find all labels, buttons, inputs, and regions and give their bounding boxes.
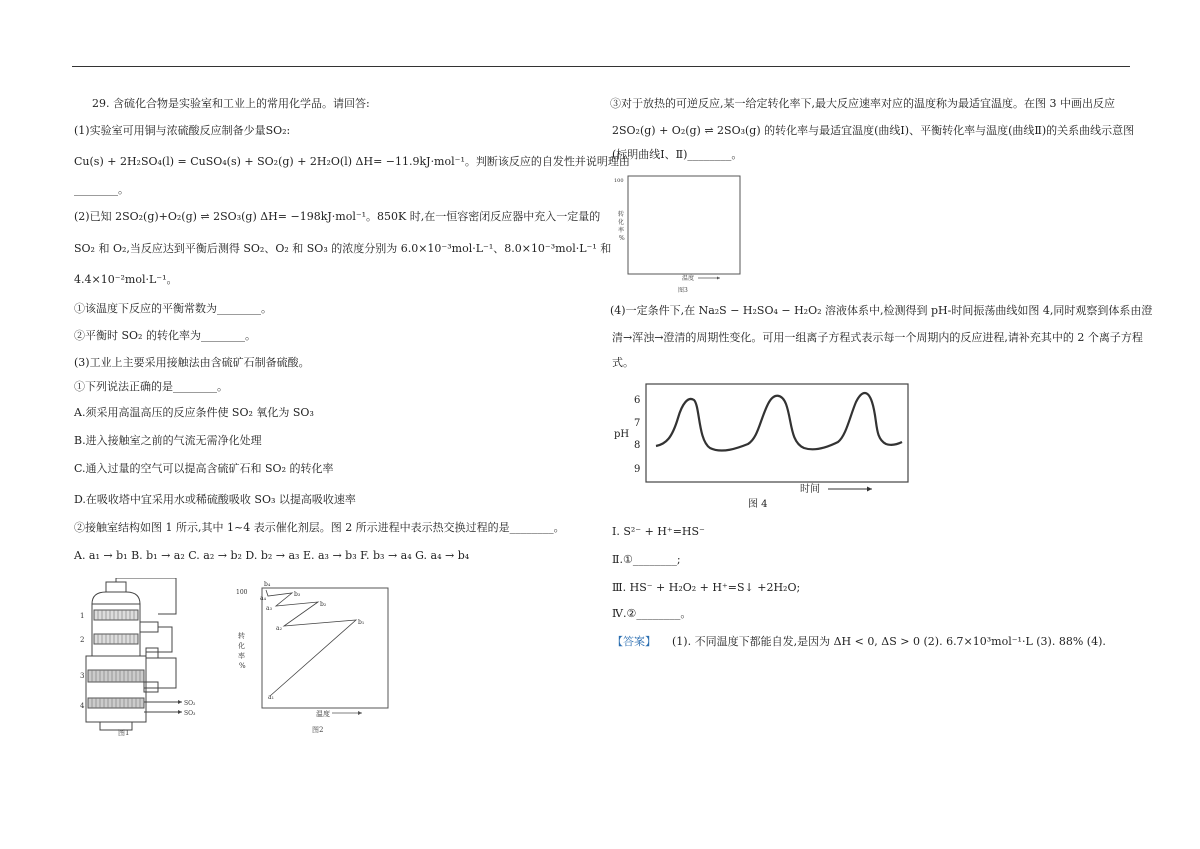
x-axis-label: 温度	[316, 710, 330, 718]
figure-1-caption: 图1	[118, 729, 130, 737]
y-axis-label-char: 化	[618, 219, 625, 226]
part2-line2: SO₂ 和 O₂,当反应达到平衡后测得 SO₂、O₂ 和 SO₃ 的浓度分别为 6.0×10⁻³mol·L⁻¹、8.0×10⁻³mol·L⁻¹ 和	[74, 242, 612, 255]
part1-blank: ________。	[74, 183, 129, 196]
y-axis-max: 100	[614, 178, 624, 184]
part2-line3: 4.4×10⁻²mol·L⁻¹。	[74, 273, 178, 286]
part3-q1: ①下列说法正确的是________。	[74, 380, 228, 393]
figure-2-caption: 图2	[312, 726, 324, 734]
part4-line1: (4)一定条件下,在 Na₂S − H₂SO₄ − H₂O₂ 溶液体系中,检测得到 pH-时间振荡曲线如图 4,同时观察到体系由澄	[610, 304, 1153, 317]
answer-text: (1). 不同温度下都能自发,是因为 ΔH < 0, ΔS > 0 (2). 6.7×10³mol⁻¹·L (3). 88% (4).	[672, 635, 1106, 648]
point-label: b₁	[358, 619, 365, 626]
point-label: b₂	[320, 601, 327, 608]
y-axis-label-char: %	[619, 235, 625, 242]
figure-1-contact-chamber	[78, 578, 214, 738]
question-title: 29. 含硫化合物是实验室和工业上的常用化学品。请回答:	[92, 97, 370, 110]
y-axis-label-char: 化	[238, 642, 245, 650]
part4-line3: 式。	[612, 356, 634, 369]
answer-tag: 【答案】	[612, 635, 656, 648]
y-tick-label: 8	[634, 440, 641, 451]
ion-eq-2: Ⅱ.①________;	[612, 553, 681, 566]
figure-3-blank-axes	[612, 170, 746, 296]
point-label: b₃	[294, 591, 301, 598]
part2-line1: (2)已知 2SO₂(g)+O₂(g) ⇌ 2SO₃(g) ΔH= −198kJ·mol⁻¹。850K 时,在一恒容密闭反应器中充入一定量的	[74, 210, 601, 223]
choice-list: A. a₁ → b₁ B. b₁ → a₂ C. a₂ → b₂ D. b₂ → a₃ E. a₃ → b₃ F. b₃ → a₄ G. a₄ → b₄	[74, 549, 470, 562]
point-label: a₁	[268, 694, 274, 701]
part3-q3-line1: ③对于放热的可逆反应,某一给定转化率下,最大反应速率对应的温度称为最适宜温度。在图 3 中画出反应	[610, 97, 1115, 110]
layer-label: 4	[80, 702, 85, 710]
y-axis-label-char: 转	[238, 632, 245, 640]
option-a: A.须采用高温高压的反应条件使 SO₂ 氧化为 SO₃	[74, 406, 314, 419]
figure-2-conversion-path	[232, 578, 392, 740]
y-tick-label: 9	[634, 464, 641, 475]
option-d: D.在吸收塔中宜采用水或稀硫酸吸收 SO₃ 以提高吸收速率	[74, 493, 356, 506]
part3-q2: ②接触室结构如图 1 所示,其中 1~4 表示催化剂层。图 2 所示进程中表示热交换过程的是________。	[74, 521, 565, 534]
point-label: a₃	[266, 605, 272, 612]
figure-3-caption: 图3	[678, 287, 688, 294]
point-label: b₄	[264, 581, 271, 588]
part1-equation: Cu(s) + 2H₂SO₄(l) = CuSO₄(s) + SO₂(g) + 2H₂O(l) ΔH= −11.9kJ·mol⁻¹。判断该反应的自发性并说明理由	[74, 155, 630, 168]
part3-q3-line3: (标明曲线Ⅰ、Ⅱ)________。	[612, 148, 743, 161]
figure-4-caption: 图 4	[748, 499, 768, 510]
part3-q3-line2: 2SO₂(g) + O₂(g) ⇌ 2SO₃(g) 的转化率与最适宜温度(曲线Ⅰ)、平衡转化率与温度(曲线Ⅱ)的关系曲线示意图	[612, 124, 1135, 137]
ion-eq-4: Ⅳ.②________。	[612, 607, 692, 620]
x-axis-label: 时间	[800, 484, 820, 495]
layer-label: 2	[80, 636, 85, 644]
y-tick-label: 6	[634, 395, 641, 406]
y-axis-max: 100	[236, 589, 248, 596]
x-axis-label: 温度	[682, 275, 695, 282]
y-axis-label-char: 转	[618, 211, 625, 218]
part1-intro: (1)实验室可用铜与浓硫酸反应制备少量SO₂:	[74, 124, 291, 137]
ion-eq-3: Ⅲ. HS⁻ + H₂O₂ + H⁺=S↓ +2H₂O;	[612, 581, 801, 594]
part3-intro: (3)工业上主要采用接触法由含硫矿石制备硫酸。	[74, 356, 310, 369]
y-axis-label-char: 率	[618, 227, 625, 234]
inlet-label: SO₂	[184, 700, 196, 707]
part4-line2: 清→浑浊→澄清的周期性变化。可用一组离子方程式表示每一个周期内的反应进程,请补充其中的 2 个离子方程	[612, 331, 1143, 344]
layer-label: 1	[80, 612, 85, 620]
option-c: C.通入过量的空气可以提高含硫矿石和 SO₂ 的转化率	[74, 462, 334, 475]
ion-eq-1: Ⅰ. S²⁻ + H⁺=HS⁻	[612, 525, 705, 538]
y-axis-label-char: 率	[238, 652, 245, 660]
y-tick-label: 7	[634, 418, 641, 429]
option-b: B.进入接触室之前的气流无需净化处理	[74, 434, 262, 447]
point-label: a₄	[260, 595, 266, 602]
part2-q1: ①该温度下反应的平衡常数为________。	[74, 302, 272, 315]
inlet-label: SO₃	[184, 710, 196, 717]
header-rule	[72, 66, 1130, 67]
point-label: a₂	[276, 625, 282, 632]
y-axis-label-char: %	[239, 662, 246, 670]
part2-q2: ②平衡时 SO₂ 的转化率为________。	[74, 329, 256, 342]
layer-label: 3	[80, 672, 85, 680]
figure-4-ph-oscillation	[610, 380, 920, 512]
y-axis-label: pH	[614, 429, 630, 440]
